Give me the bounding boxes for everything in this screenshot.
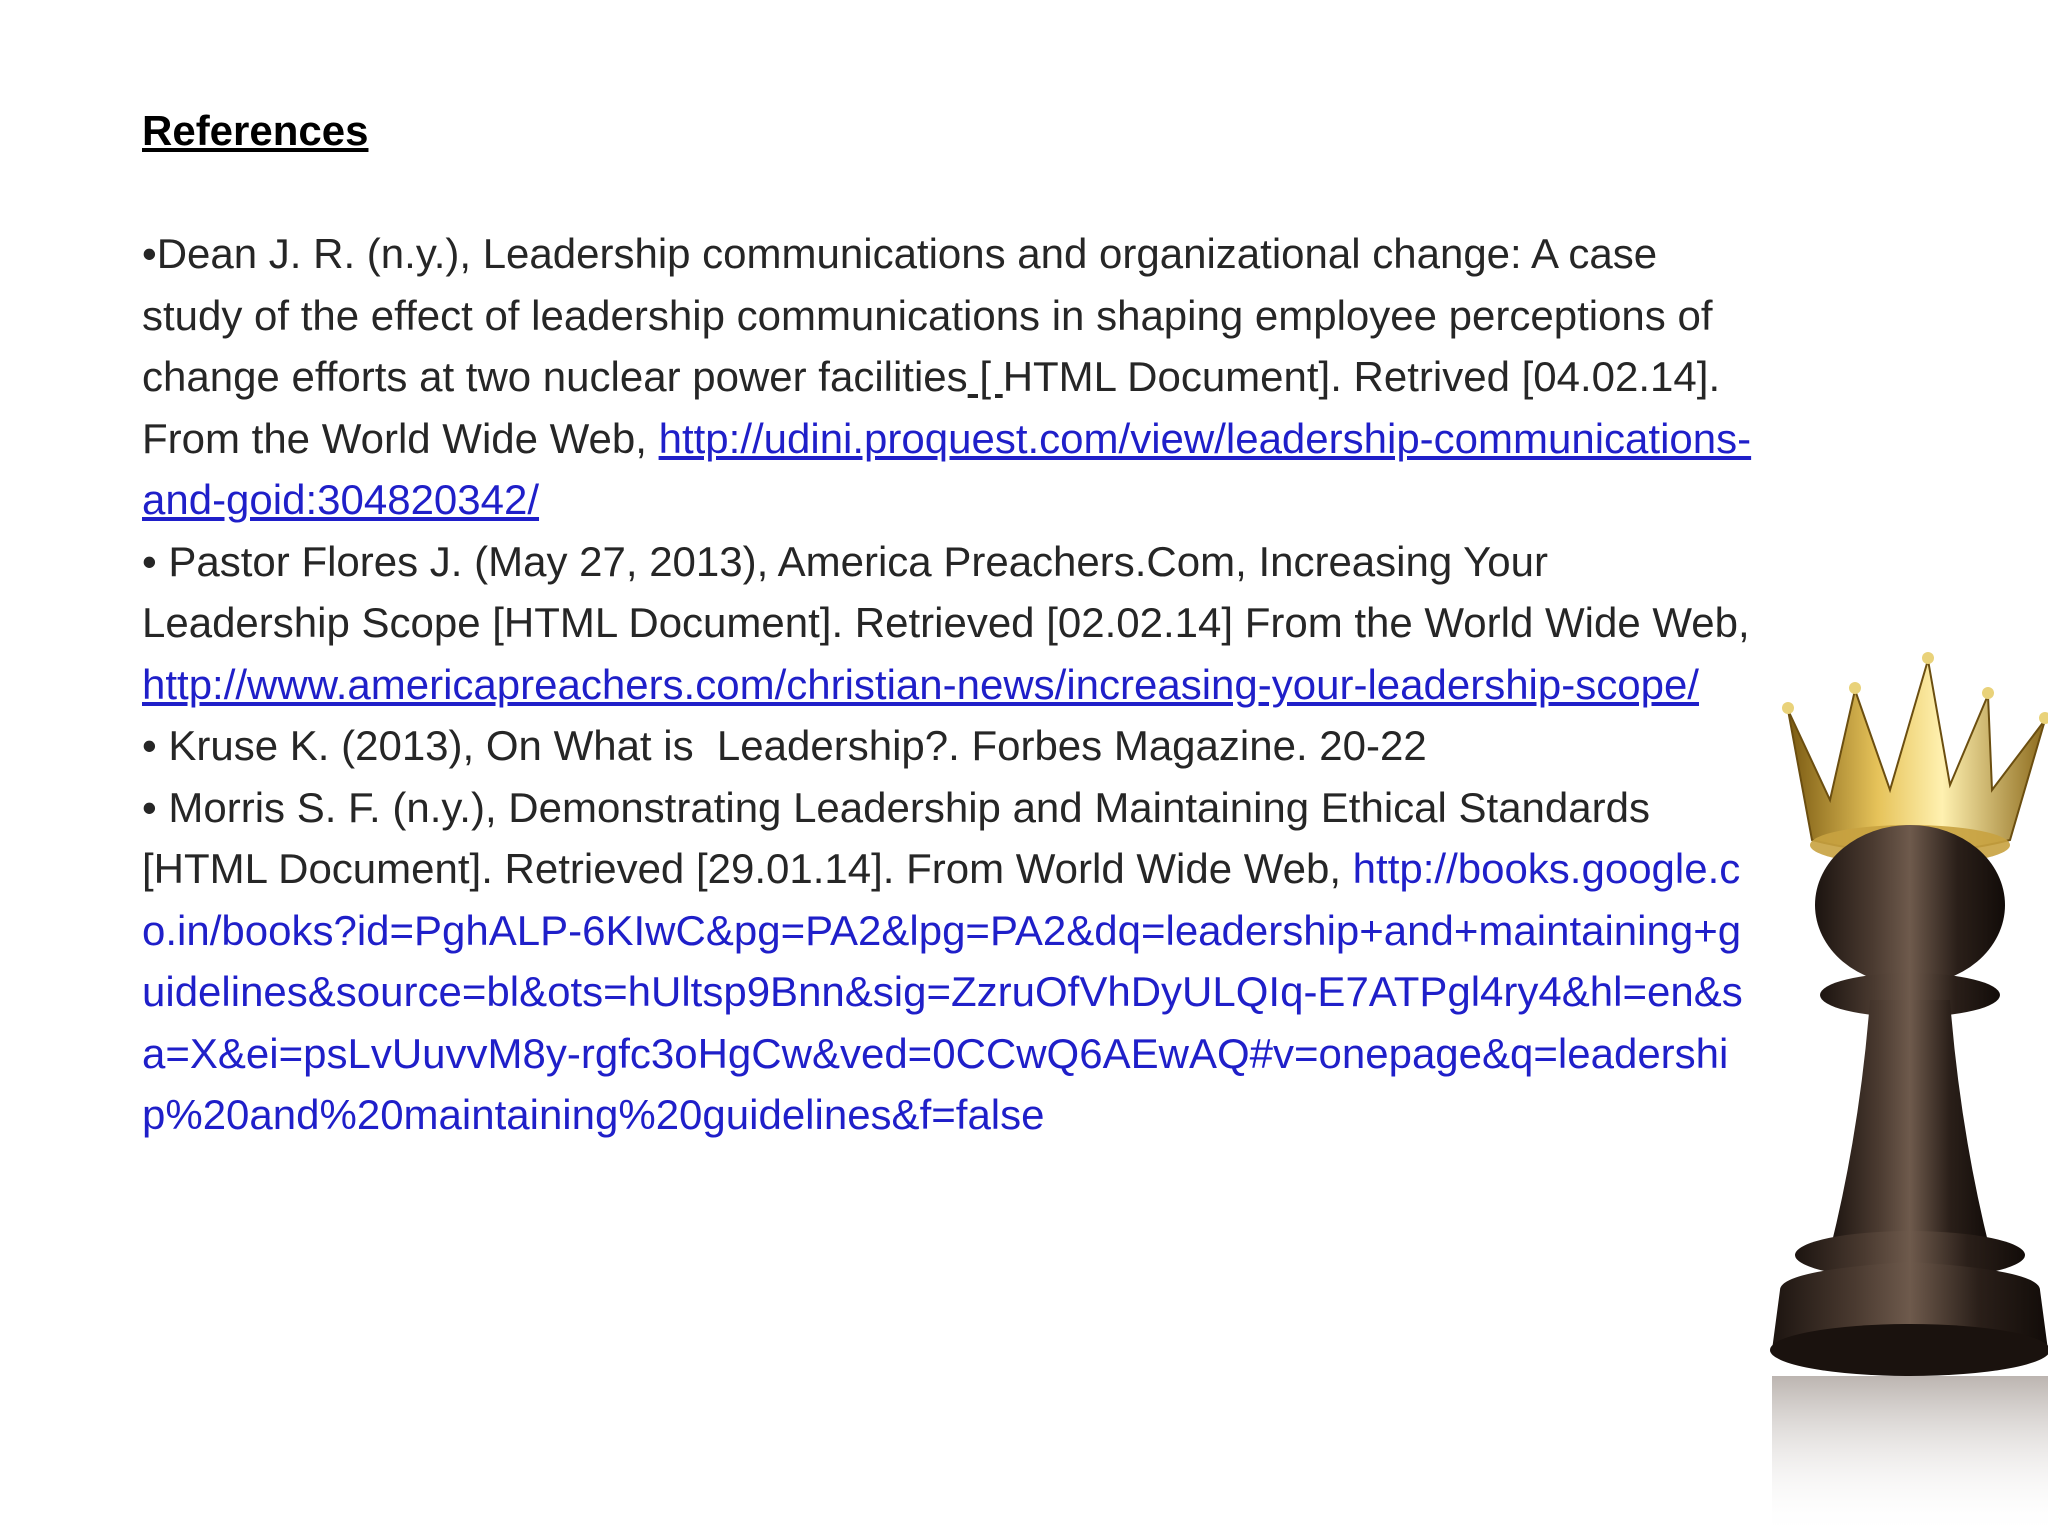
page-title: References <box>142 107 369 154</box>
reference-link[interactable]: http://www.americapreachers.com/christian-news/increasing-your-leadership-scope/ <box>142 660 1699 708</box>
chess-pawn-with-crown-icon <box>1760 650 2048 1536</box>
reference-text: Pastor Flores J. (May 27, 2013), America Preachers.Com, Increasing Your Leadership Scope [HTML Document]. Retrieved [02.02.14] From the World Wide Web, <box>142 537 1762 646</box>
references-body <box>142 100 1762 1146</box>
bullet: • <box>142 722 157 769</box>
reference-text: HTML Document]. Retrived [04.02.14]. From the World Wide Web, <box>142 353 1732 462</box>
reference-link[interactable]: http://books.google.co.in/books?id=PghALP-6KIwC&pg=PA2&lpg=PA2&dq=leadership+and+maintaining+guidelines&source=bl&ots=hUltsp9Bnn&sig=ZzruOfVhDyULQIq-E7ATPgl4ry4&hl=en&sa=X&ei=psLvUuvvM8y-rgfc3oHgCw&ved=0CCwQ6AEwAQ#v=onepage&q=leadership%20and%20maintaining%20guidelines&f=false <box>142 845 1743 1138</box>
reference-text: Kruse K. (2013), On What is Leadership?. Forbes Magazine. 20-22 <box>156 722 1427 769</box>
reference-text: Morris S. F. (n.y.), Demonstrating Leadership and Maintaining Ethical Standards [HTML Document]. Retrieved [29.01.14]. From World Wide Web, <box>142 783 1662 892</box>
bullet: • <box>142 783 157 831</box>
bullet: • <box>142 537 157 585</box>
bullet: • <box>142 230 157 277</box>
reference-text: Dean J. R. (n.y.), Leadership communications and organizational change: A case study of the effect of leadership communications in shaping employee perceptions of change efforts at two nuclear power facilities <box>142 230 1725 400</box>
reference-item-dean <box>142 223 1762 531</box>
reference-link[interactable]: http://udini.proquest.com/view/leadership-communications-and-goid:304820342/ <box>142 414 1752 523</box>
reference-item-flores <box>142 531 1762 716</box>
reference-item-kruse <box>142 715 1762 777</box>
reference-bracket: [ <box>967 353 1003 400</box>
reference-item-morris <box>142 777 1762 1146</box>
